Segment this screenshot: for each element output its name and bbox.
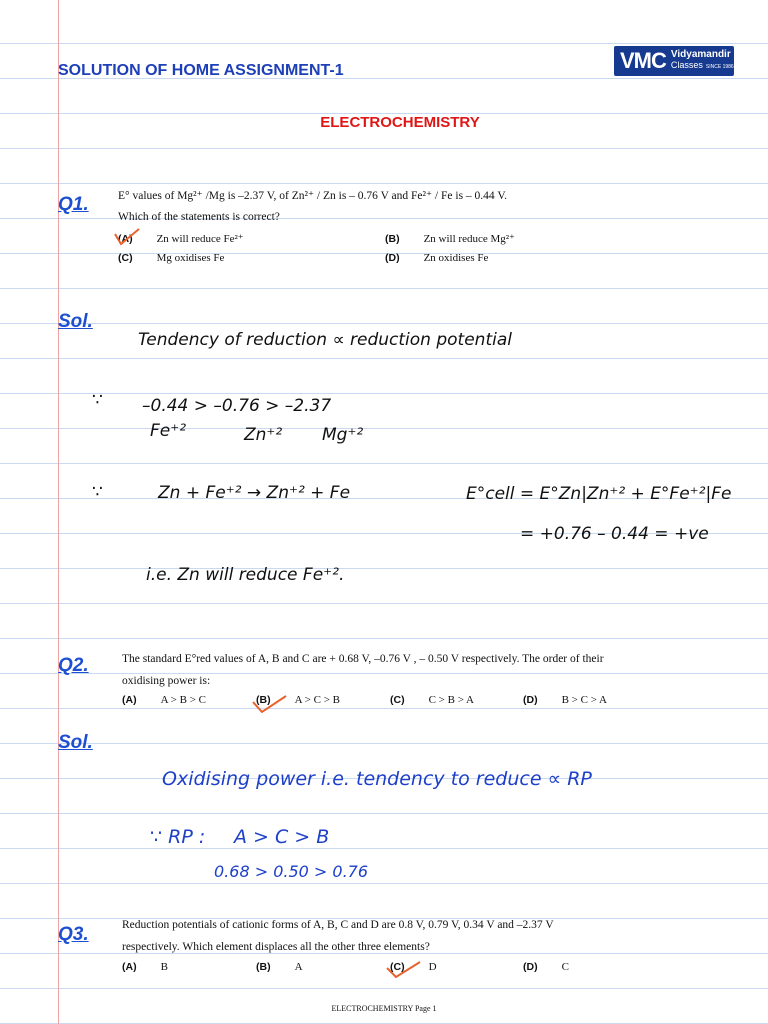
logo-line2: Classes SINCE 1986 [670,60,734,70]
sol2-order: A > C > B [234,826,330,848]
logo-text [671,49,734,73]
sol1-ecell: E°cell = E°Zn|Zn⁺² + E°Fe⁺²|Fe [466,484,732,504]
logo-mark: VMC [620,48,666,73]
q2-option-d: (D) B > C > A [523,694,607,706]
q2-option-b: (B) A > C > B [256,694,340,706]
q1-line2: Which of the statements is correct? [118,211,280,223]
page-title: SOLUTION OF HOME ASSIGNMENT-1 [58,62,344,79]
q1-tick-icon [112,226,142,248]
sol1-order: –0.44 > –0.76 > –2.37 [142,396,332,416]
q1-option-a: (A) Zn will reduce Fe²⁺ [118,233,244,245]
sol1-fe: Fe⁺² [150,421,187,441]
q1-option-c: (C) Mg oxidises Fe [118,252,225,264]
subject-heading: ELECTROCHEMISTRY [320,114,480,131]
q1-option-b: (B) Zn will reduce Mg²⁺ [385,233,515,245]
q3-line1: Reduction potentials of cationic forms of A, B, C and D are 0.8 V, 0.79 V, 0.34 V and –2.37 V [122,919,554,931]
q1-label: Q1. [58,194,89,215]
sol1-label: Sol. [58,311,93,332]
q3-label: Q3. [58,924,89,945]
logo-line1: Vidyamandir [670,49,731,60]
sol1-zn: Zn⁺² [244,425,283,445]
sol1-line-tendency: Tendency of reduction ∝ reduction potential [138,330,512,350]
sol1-conclusion: i.e. Zn will reduce Fe⁺². [146,565,345,585]
q2-line1: The standard E°red values of A, B and C are + 0.68 V, –0.76 V , – 0.50 V respectively. The order of their [122,653,604,665]
sol1-mg: Mg⁺² [322,425,364,445]
sol2-values: 0.68 > 0.50 > 0.76 [214,862,369,881]
q3-option-d: (D) C [523,961,569,973]
sol2-label: Sol. [58,732,93,753]
q1-line1: E° values of Mg²⁺ /Mg is –2.37 V, of Zn²⁺ / Zn is – 0.76 V and Fe²⁺ / Fe is – 0.44 V. [118,190,508,202]
sol2-rp-label: ∵ RP : [150,826,206,848]
q3-option-b: (B) A [256,961,303,973]
q2-option-a: (A) A > B > C [122,694,206,706]
q1-option-d: (D) Zn oxidises Fe [385,252,489,264]
q3-option-a: (A) B [122,961,168,973]
page-footer: ELECTROCHEMISTRY Page 1 [331,1004,437,1013]
vmc-logo [614,46,734,76]
q2-label: Q2. [58,655,89,676]
q3-tick-icon [384,958,424,982]
margin-line [58,0,59,1024]
q2-tick-icon [250,692,290,716]
sol1-because-2: ∵ [92,482,103,502]
q3-line2: respectively. Which element displaces all the other three elements? [122,941,430,953]
sol1-result: = +0.76 – 0.44 = +ve [520,524,709,544]
q3-option-c: (C) D [390,961,437,973]
logo-since: SINCE 1986 [705,64,734,70]
q2-line2: oxidising power is: [122,675,211,687]
sol1-because-1: ∵ [92,390,103,410]
sol2-oxidising-power: Oxidising power i.e. tendency to reduce ∝ RP [162,768,592,790]
sol1-reaction: Zn + Fe⁺² → Zn⁺² + Fe [158,483,351,503]
q2-option-c: (C) C > B > A [390,694,474,706]
